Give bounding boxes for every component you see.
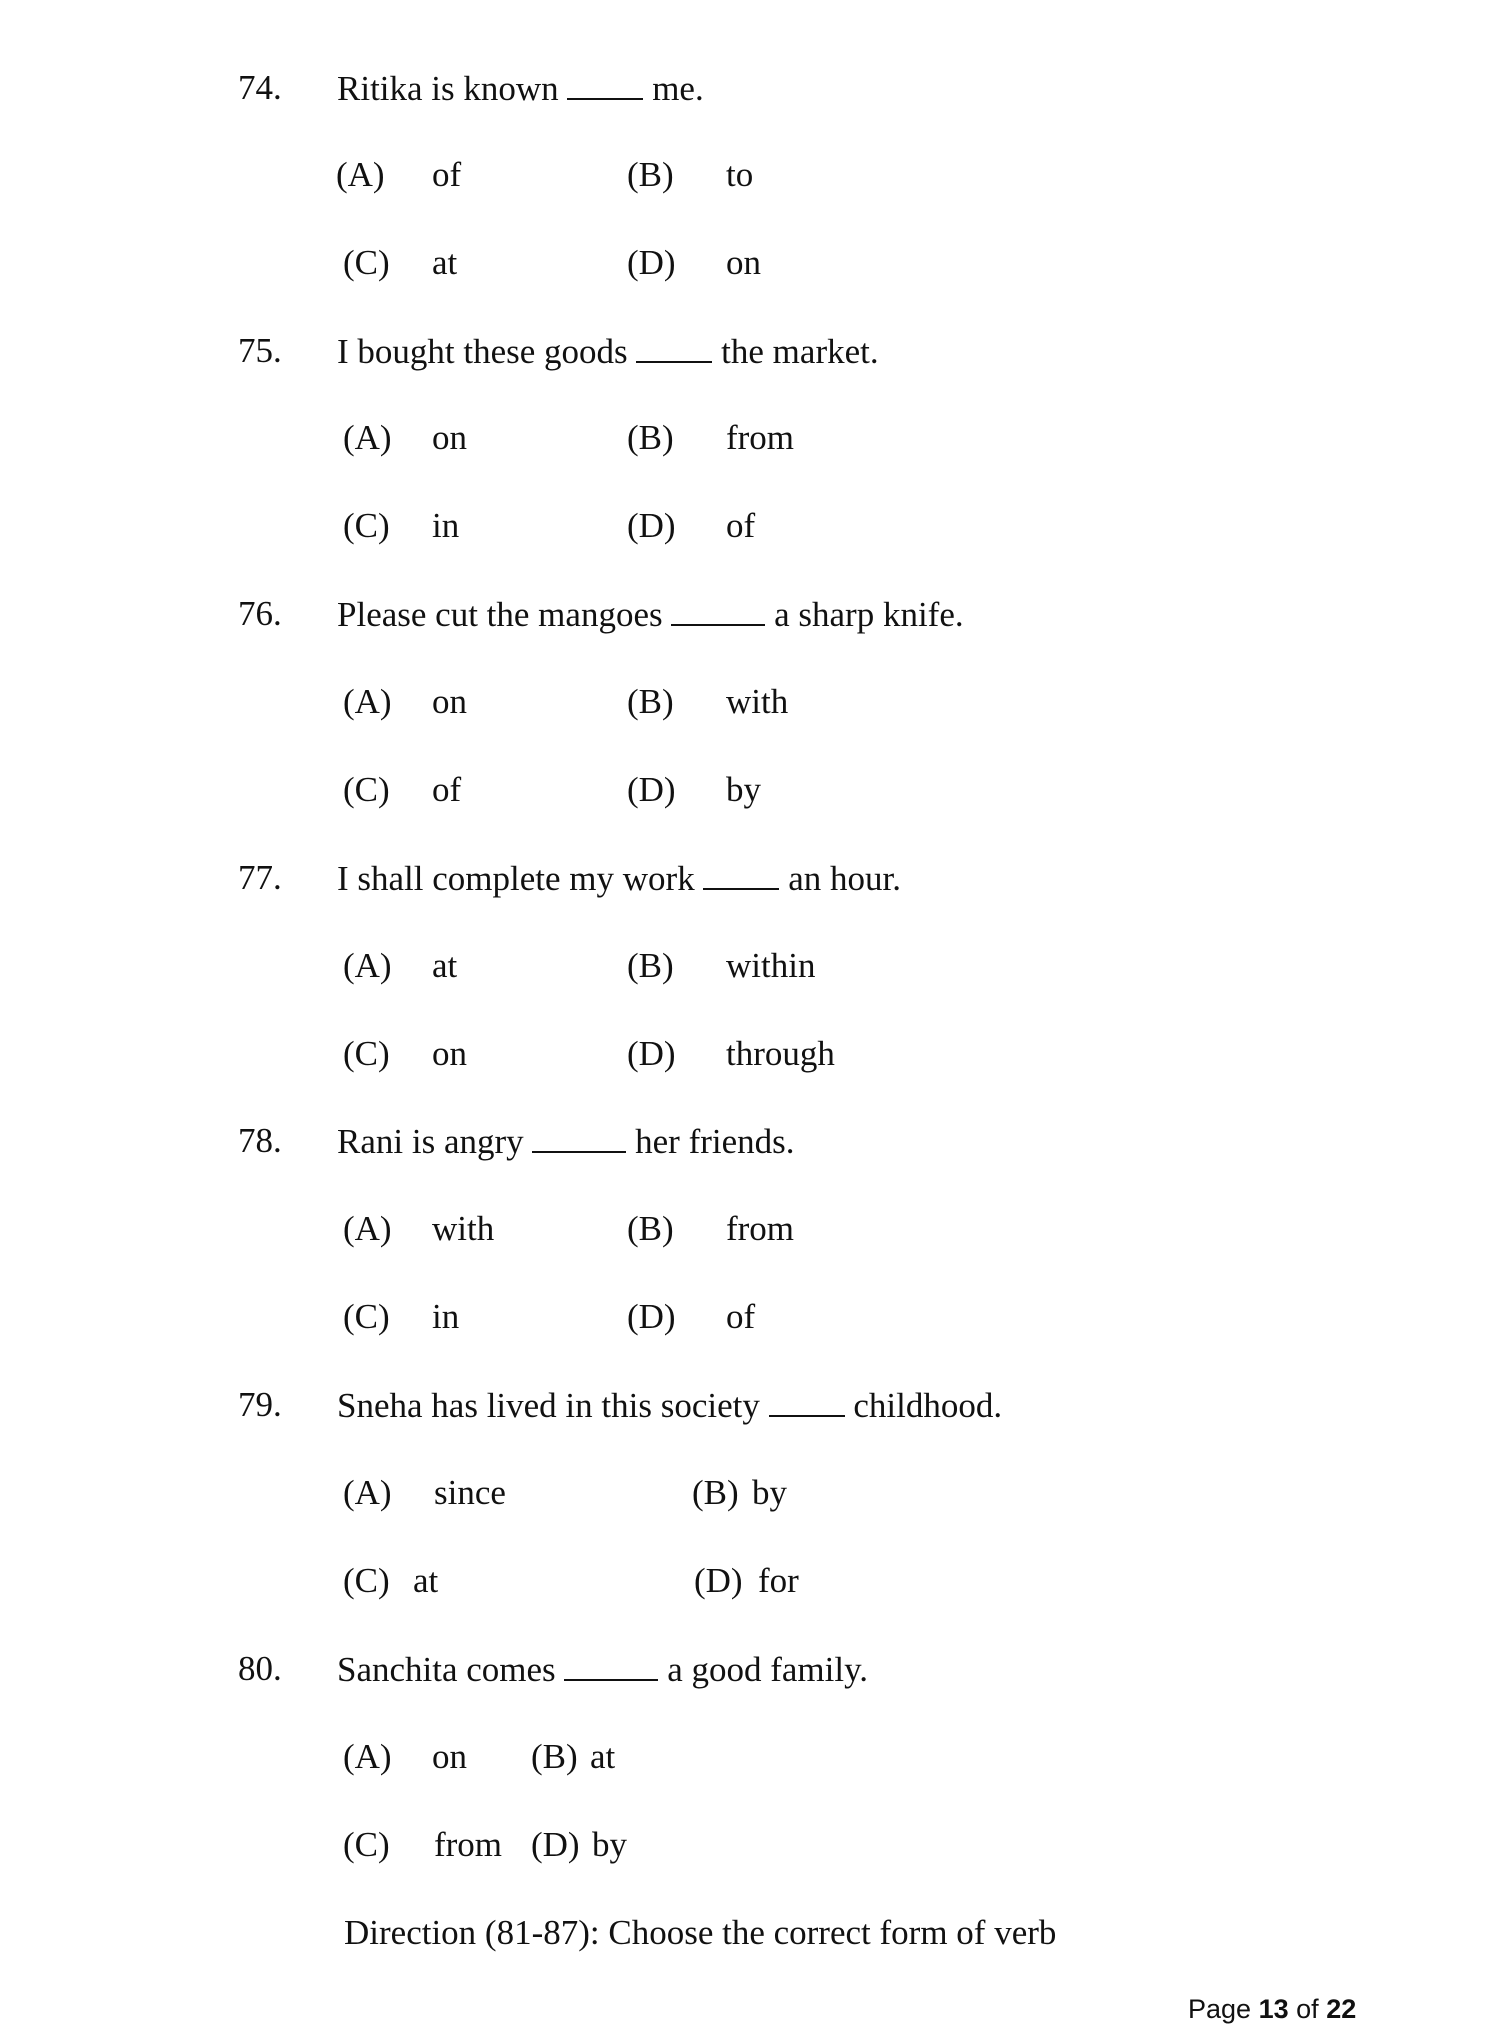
option-c-text: in — [432, 506, 460, 545]
option-d-label: (D) — [694, 1561, 743, 1600]
option-d-text: of — [726, 1297, 756, 1336]
question-text-after: the market. — [721, 332, 879, 371]
option-a-label: (A) — [336, 155, 385, 194]
direction-text: Direction (81-87): Choose the correct form of verb — [344, 1913, 1057, 1952]
option-b-label: (B) — [627, 682, 674, 721]
question-number: 74. — [238, 68, 282, 107]
current-page: 13 — [1258, 1994, 1289, 2024]
answer-blank — [532, 1121, 626, 1153]
option-a-text: on — [432, 1737, 467, 1776]
answer-blank — [769, 1385, 845, 1417]
option-c-text: at — [413, 1561, 439, 1600]
option-d-text: by — [592, 1825, 627, 1864]
question-text-after: childhood. — [853, 1386, 1003, 1425]
question-number: 78. — [238, 1121, 282, 1160]
option-b-label: (B) — [531, 1737, 578, 1776]
question-number: 75. — [238, 331, 282, 370]
question-text — [337, 594, 964, 635]
page-label: Page — [1188, 1994, 1252, 2024]
question-text-before: Please cut the mangoes — [337, 595, 663, 634]
question-text-after: a good family. — [667, 1650, 869, 1689]
question-text-before: I shall complete my work — [337, 859, 695, 898]
option-c-label: (C) — [343, 1297, 390, 1336]
option-d-text: through — [726, 1034, 835, 1073]
option-c-text: from — [434, 1825, 503, 1864]
option-b-text: to — [726, 155, 754, 194]
option-b-text: from — [726, 1209, 795, 1248]
option-d-text: for — [758, 1561, 799, 1600]
question-text-before: I bought these goods — [337, 332, 628, 371]
question-text-before: Sneha has lived in this society — [337, 1386, 760, 1425]
option-a-label: (A) — [343, 682, 392, 721]
option-d-label: (D) — [627, 243, 676, 282]
question-text — [337, 858, 901, 899]
option-a-text: on — [432, 682, 467, 721]
option-a-text: at — [432, 946, 458, 985]
question-text-after: a sharp knife. — [774, 595, 964, 634]
page-of-label: of — [1296, 1994, 1319, 2024]
option-c-text: in — [432, 1297, 460, 1336]
option-a-label: (A) — [343, 1209, 392, 1248]
option-d-label: (D) — [531, 1825, 580, 1864]
option-d-label: (D) — [627, 770, 676, 809]
option-b-text: by — [752, 1473, 787, 1512]
page-footer — [1188, 1993, 1356, 2025]
option-a-text: since — [434, 1473, 506, 1512]
option-b-text: from — [726, 418, 795, 457]
question-number: 80. — [238, 1649, 282, 1688]
option-c-text: of — [432, 770, 462, 809]
answer-blank — [636, 331, 712, 363]
question-text — [337, 1649, 868, 1690]
option-b-label: (B) — [627, 946, 674, 985]
option-b-label: (B) — [627, 1209, 674, 1248]
option-c-text: at — [432, 243, 458, 282]
question-text-before: Ritika is known — [337, 69, 559, 108]
option-c-label: (C) — [343, 770, 390, 809]
option-c-label: (C) — [343, 506, 390, 545]
option-d-label: (D) — [627, 1297, 676, 1336]
option-a-label: (A) — [343, 1473, 392, 1512]
option-d-text: of — [726, 506, 756, 545]
question-text — [337, 1121, 795, 1162]
option-b-label: (B) — [627, 418, 674, 457]
question-text — [337, 1385, 1002, 1426]
answer-blank — [564, 1649, 658, 1681]
option-a-text: on — [432, 418, 467, 457]
answer-blank — [567, 68, 643, 100]
answer-blank — [703, 858, 779, 890]
question-text-before: Rani is angry — [337, 1122, 524, 1161]
question-number: 76. — [238, 594, 282, 633]
question-text-after: an hour. — [788, 859, 901, 898]
option-a-text: with — [432, 1209, 495, 1248]
option-a-text: of — [432, 155, 462, 194]
option-c-label: (C) — [343, 243, 390, 282]
question-number: 79. — [238, 1385, 282, 1424]
option-d-text: on — [726, 243, 761, 282]
option-b-label: (B) — [627, 155, 674, 194]
question-text-after: me. — [652, 69, 704, 108]
option-a-label: (A) — [343, 1737, 392, 1776]
question-text — [337, 68, 704, 109]
question-number: 77. — [238, 858, 282, 897]
option-b-label: (B) — [692, 1473, 739, 1512]
option-c-label: (C) — [343, 1825, 390, 1864]
option-d-label: (D) — [627, 1034, 676, 1073]
option-c-text: on — [432, 1034, 467, 1073]
option-a-label: (A) — [343, 946, 392, 985]
option-b-text: within — [726, 946, 816, 985]
question-text — [337, 331, 879, 372]
option-b-text: with — [726, 682, 789, 721]
option-b-text: at — [590, 1737, 616, 1776]
option-d-label: (D) — [627, 506, 676, 545]
option-c-label: (C) — [343, 1561, 390, 1600]
option-c-label: (C) — [343, 1034, 390, 1073]
question-text-before: Sanchita comes — [337, 1650, 556, 1689]
total-pages: 22 — [1326, 1994, 1357, 2024]
option-a-label: (A) — [343, 418, 392, 457]
question-text-after: her friends. — [635, 1122, 795, 1161]
option-d-text: by — [726, 770, 761, 809]
answer-blank — [671, 594, 765, 626]
